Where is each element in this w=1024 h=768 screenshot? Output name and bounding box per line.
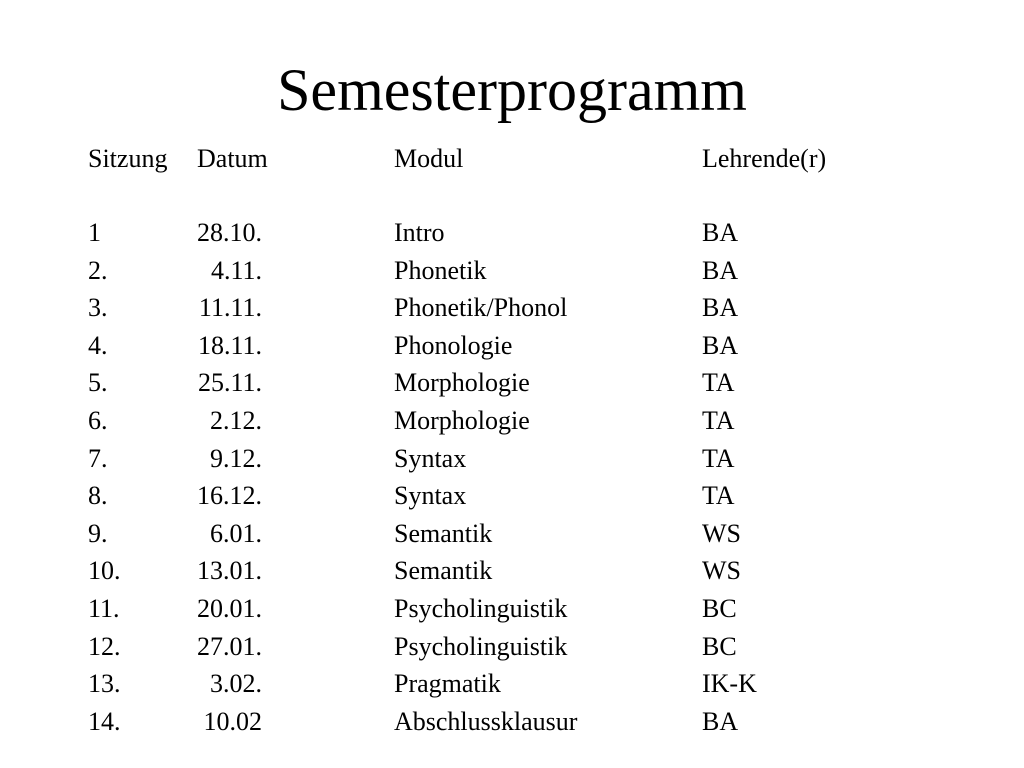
row-teacher: IK-K: [702, 669, 757, 698]
row-date: 6.01.: [210, 519, 262, 548]
row-session: 14.: [88, 707, 121, 736]
row-module: Syntax: [394, 481, 467, 510]
row-date: 28.10.: [197, 218, 262, 247]
row-session: 7.: [88, 444, 108, 473]
row-teacher: BC: [702, 594, 737, 623]
header-session: Sitzung: [88, 144, 168, 173]
header-teacher: Lehrende(r): [702, 144, 827, 173]
row-module: Phonologie: [394, 331, 513, 360]
row-module: Semantik: [394, 519, 493, 548]
row-teacher: TA: [702, 481, 735, 510]
row-session: 4.: [88, 331, 108, 360]
header-date: Datum: [197, 144, 268, 173]
row-module: Semantik: [394, 556, 493, 585]
row-date: 13.01.: [197, 556, 262, 585]
row-session: 8.: [88, 481, 108, 510]
row-module: Syntax: [394, 444, 467, 473]
row-session: 11.: [88, 594, 120, 623]
row-teacher: BA: [702, 331, 739, 360]
row-session: 6.: [88, 406, 108, 435]
row-date: 20.01.: [197, 594, 262, 623]
row-teacher: TA: [702, 444, 735, 473]
row-teacher: BA: [702, 707, 739, 736]
row-session: 3.: [88, 293, 108, 322]
row-module: Morphologie: [394, 406, 530, 435]
row-module: Intro: [394, 218, 445, 247]
row-session: 12.: [88, 632, 121, 661]
row-session: 9.: [88, 519, 108, 548]
row-date: 4.11.: [210, 256, 262, 285]
row-date: 11.11.: [198, 293, 262, 322]
row-teacher: BA: [702, 293, 739, 322]
row-module: Psycholinguistik: [394, 594, 568, 623]
row-module: Psycholinguistik: [394, 632, 568, 661]
row-session: 1: [88, 218, 101, 247]
row-session: 13.: [88, 669, 121, 698]
row-session: 10.: [88, 556, 121, 585]
row-teacher: WS: [702, 519, 741, 548]
row-date: 10.02: [203, 707, 262, 736]
row-teacher: TA: [702, 406, 735, 435]
page-title: Semesterprogramm: [277, 57, 747, 123]
row-teacher: WS: [702, 556, 741, 585]
row-date: 9.12.: [210, 444, 262, 473]
row-date: 25.11.: [197, 368, 262, 397]
row-date: 16.12.: [197, 481, 262, 510]
row-module: Morphologie: [394, 368, 530, 397]
row-date: 18.11.: [197, 331, 262, 360]
row-module: Phonetik: [394, 256, 487, 285]
row-module: Phonetik/Phonol: [394, 293, 568, 322]
row-date: 3.02.: [210, 669, 262, 698]
row-teacher: BA: [702, 256, 739, 285]
row-teacher: BC: [702, 632, 737, 661]
row-teacher: BA: [702, 218, 739, 247]
row-teacher: TA: [702, 368, 735, 397]
row-date: 2.12.: [210, 406, 262, 435]
row-module: Pragmatik: [394, 669, 501, 698]
row-date: 27.01.: [197, 632, 262, 661]
row-module: Abschlussklausur: [394, 707, 578, 736]
header-module: Modul: [394, 144, 464, 173]
row-session: 2.: [88, 256, 108, 285]
row-session: 5.: [88, 368, 108, 397]
